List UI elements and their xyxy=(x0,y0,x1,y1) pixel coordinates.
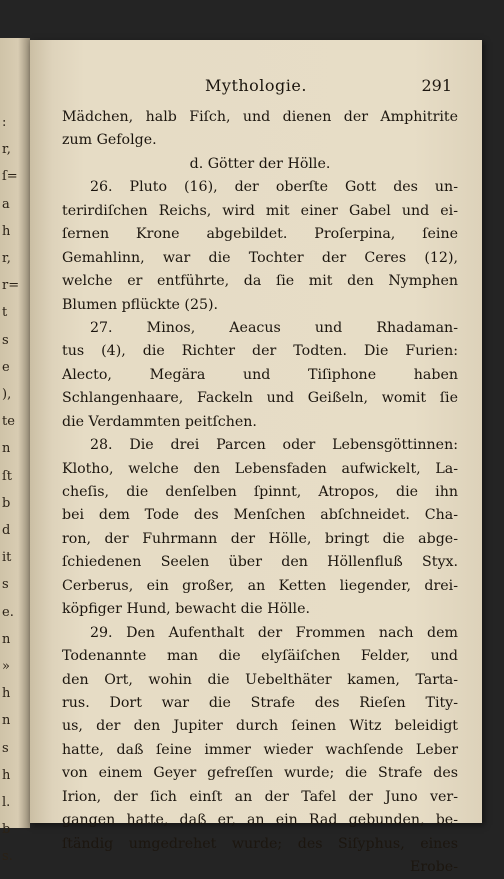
left-page-fragment: n xyxy=(2,441,11,457)
left-page-fragment: h xyxy=(2,223,11,239)
left-page-edge xyxy=(0,38,30,865)
left-page-fragment: h xyxy=(2,767,11,783)
left-page-fragment: e. xyxy=(2,604,14,620)
text-line: terirdiſchen Reichs, wird mit einer Gabel und ei- xyxy=(62,202,458,219)
page-number: 291 xyxy=(421,76,452,95)
left-page-fragment: r, xyxy=(2,142,11,158)
left-page-fragment: te xyxy=(2,414,15,430)
text-line: us, der den Jupiter durch ſeinen Witz beleidigt xyxy=(62,718,458,735)
text-line: 27. Minos, Aeacus und Rhadaman- xyxy=(90,319,458,336)
left-page-fragment: : xyxy=(2,115,7,130)
text-line: ſernen Krone abgebildet. Proſerpina, ſeine xyxy=(62,226,458,243)
text-line: Todenannte man die elyſäiſchen Felder, und xyxy=(62,648,458,665)
text-line: Alecto, Megära und Tiſiphone haben xyxy=(62,366,458,383)
left-page-fragment: d xyxy=(2,523,11,538)
text-line: von einem Geyer gefreſſen wurde; die Strafe des xyxy=(62,765,458,782)
text-line: zum Gefolge. xyxy=(62,132,157,149)
text-line: Klotho, welche den Lebensfaden aufwickelt, La- xyxy=(62,460,458,477)
text-line: 28. Die drei Parcen oder Lebensgöttinnen: xyxy=(90,437,458,454)
text-line: gangen hatte, daß er, an ein Rad gebunden, be- xyxy=(62,812,458,829)
text-line: rus. Dort war die Strafe des Rieſen Tity- xyxy=(62,694,458,711)
book-page xyxy=(30,40,482,875)
text-line: Cerberus, ein großer, an Ketten liegender, drei- xyxy=(62,577,458,594)
text-line: Gemahlinn, war die Tochter der Ceres (12), xyxy=(62,249,458,266)
left-page-fragment: n xyxy=(2,713,11,729)
left-page-fragment: s. xyxy=(2,849,13,865)
text-line: 26. Pluto (16), der oberſte Gott des un- xyxy=(90,179,458,196)
left-page-fragment: b xyxy=(2,495,11,511)
text-line: hatte, daß ſeine immer wieder wachſende Leber xyxy=(62,741,458,758)
text-line: köpfiger Hund, bewacht die Hölle. xyxy=(62,601,310,618)
text-line: 29. Den Aufenthalt der Frommen nach dem xyxy=(90,624,458,641)
text-line: welche er entführte, da ſie mit den Nymphen xyxy=(62,273,458,290)
text-line: bei dem Tode des Menſchen abſchneidet. Cha- xyxy=(62,507,458,524)
left-page-fragment: it xyxy=(2,550,12,566)
text-line: den Ort, wohin die Uebelthäter kamen, Tarta- xyxy=(62,671,458,688)
left-page-fragment: b xyxy=(2,822,11,838)
left-page-fragment: l. xyxy=(2,795,11,810)
body-text xyxy=(62,106,458,879)
left-page-fragment: s xyxy=(2,740,9,756)
page-header xyxy=(60,76,452,98)
left-page-fragment: e xyxy=(2,359,10,375)
catchword: Erobe- xyxy=(410,859,458,875)
left-page-fragment: ), xyxy=(2,387,12,402)
left-page-fragment: » xyxy=(2,659,10,674)
left-page-fragment: t xyxy=(2,305,8,321)
left-page-fragment: n xyxy=(2,631,11,647)
left-page-fragment: s xyxy=(2,332,9,348)
text-line: Mädchen, halb Fiſch, und dienen der Amphitrite xyxy=(62,109,458,125)
text-line: ſtändig umgedrehet wurde; des Siſyphus, eines xyxy=(62,835,458,852)
text-line: die Verdammten peitſchen. xyxy=(62,413,257,430)
left-page-fragment: ſ= xyxy=(2,169,18,185)
running-title: Mythologie. xyxy=(205,76,307,95)
left-page-fragment: h xyxy=(2,686,11,702)
text-line: Schlangenhaare, Fackeln und Geißeln, womit ſie xyxy=(62,390,458,407)
left-page-fragment: r= xyxy=(2,278,20,294)
text-line: Irion, der ſich einſt an der Tafel der Juno ver- xyxy=(62,788,458,805)
left-page-fragment: r, xyxy=(2,251,11,266)
text-line: ſchiedenen Seelen über den Höllenfluß Styx. xyxy=(62,554,458,571)
text-line: tus (4), die Richter der Todten. Die Furien: xyxy=(62,343,458,360)
text-line: ron, der Fuhrmann der Hölle, bringt die abge- xyxy=(62,530,458,547)
left-page-fragment: a xyxy=(2,196,10,212)
left-page-fragment: ſt xyxy=(2,468,13,484)
text-line: Blumen pflückte (25). xyxy=(62,296,219,313)
left-page-fragment: s xyxy=(2,577,9,593)
text-line: cheſis, die denſelben ſpinnt, Atropos, die ihn xyxy=(62,484,458,500)
section-heading: d. Götter der Hölle. xyxy=(189,155,331,172)
